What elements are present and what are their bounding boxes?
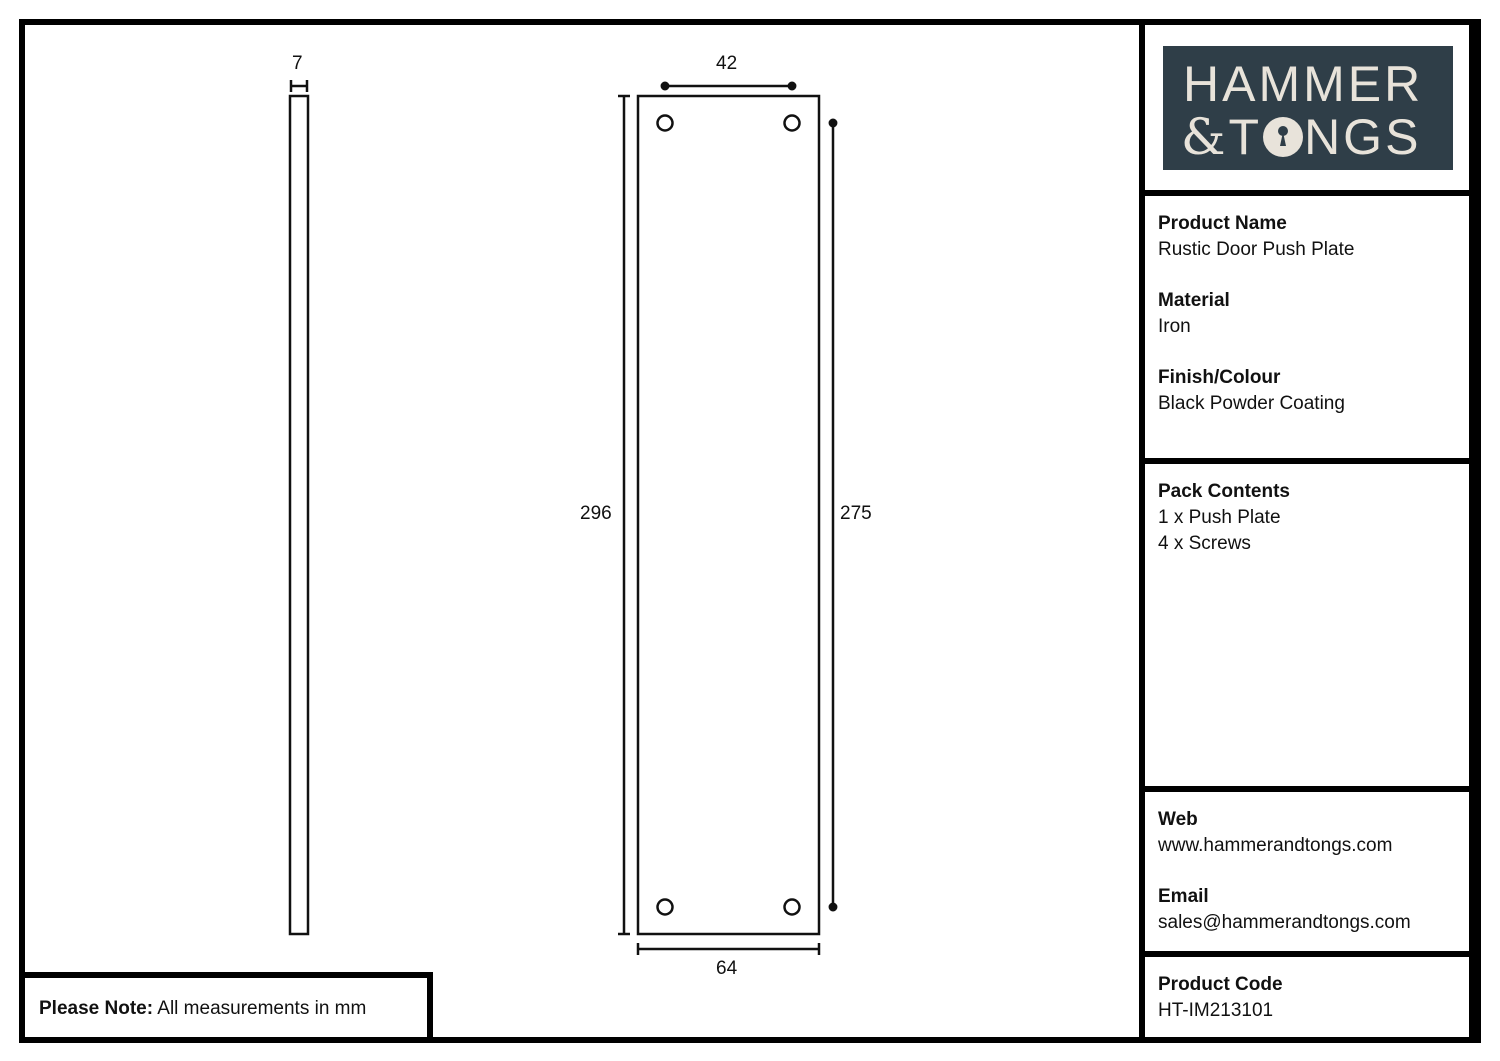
material-value: Iron (1158, 316, 1191, 337)
side-view (290, 80, 308, 934)
dim-label-hole-width: 42 (716, 53, 738, 74)
material-label: Material (1158, 290, 1230, 311)
product-code-panel (1139, 951, 1475, 1043)
web-link[interactable]: www.hammerandtongs.com (1158, 835, 1393, 856)
dim-line-42 (662, 83, 795, 89)
pack-contents-panel (1139, 458, 1475, 792)
dim-line-275 (830, 120, 836, 910)
measurement-note (19, 972, 433, 1043)
material-field (1158, 288, 1230, 340)
ampersand-glyph: & (1181, 108, 1229, 166)
finish-value: Black Powder Coating (1158, 393, 1345, 414)
product-code-field (1158, 972, 1283, 1024)
finish-field (1158, 365, 1345, 417)
logo-panel (1139, 19, 1475, 196)
product-code-value: HT-IM213101 (1158, 1000, 1274, 1021)
product-name-value: Rustic Door Push Plate (1158, 239, 1355, 260)
pack-contents-label: Pack Contents (1158, 481, 1290, 502)
product-name-label: Product Name (1158, 213, 1287, 234)
pack-item: 4 x Screws (1158, 533, 1251, 554)
dim-line-64 (638, 943, 819, 955)
email-link[interactable]: sales@hammerandtongs.com (1158, 912, 1411, 933)
pack-contents-field (1158, 479, 1290, 557)
web-label: Web (1158, 809, 1198, 830)
brand-logo (1163, 46, 1453, 170)
keyhole-icon (1263, 117, 1303, 157)
pack-item: 1 x Push Plate (1158, 507, 1281, 528)
dim-label-thickness: 7 (292, 53, 303, 74)
spec-panel (1139, 190, 1475, 464)
dim-label-hole-height: 275 (840, 503, 872, 524)
dim-label-width: 64 (716, 958, 738, 979)
dim-label-height: 296 (580, 503, 612, 524)
logo-text-hammer: HAMMER (1183, 56, 1424, 112)
product-name-field (1158, 211, 1354, 263)
email-field (1158, 884, 1411, 936)
dim-line-296 (618, 96, 630, 934)
logo-text-tongs: &T NGS (1181, 108, 1422, 166)
email-label: Email (1158, 886, 1209, 907)
note-text: All measurements in mm (157, 998, 367, 1019)
finish-label: Finish/Colour (1158, 367, 1281, 388)
web-field (1158, 807, 1392, 859)
contact-panel (1139, 786, 1475, 957)
product-code-label: Product Code (1158, 974, 1283, 995)
front-view (638, 96, 819, 934)
note-label: Please Note: (39, 998, 154, 1019)
